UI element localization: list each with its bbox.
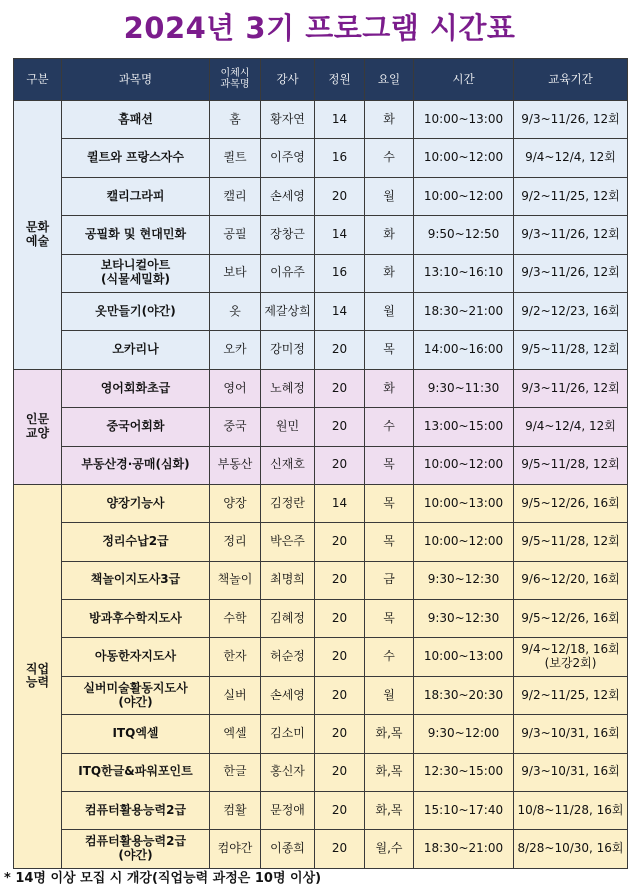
header-short-line1: 이체시: [220, 68, 250, 79]
day-cell: 화,목: [365, 753, 414, 791]
instructor-cell: 김소미: [261, 715, 315, 753]
period-text: 9/2~11/25, 12회: [521, 188, 620, 203]
short-name-cell: 양장: [210, 484, 261, 522]
course-name: 책놀이지도사3급: [90, 572, 181, 587]
table-row: [14, 369, 628, 407]
table-row: [14, 216, 628, 254]
instructor-cell: 박은주: [261, 523, 315, 561]
header-short-line2: 과목명: [220, 78, 250, 90]
short-name-cell: 캘리: [210, 177, 261, 215]
time-cell: 12:30~15:00: [414, 753, 514, 791]
capacity-cell: 16: [315, 139, 365, 177]
short-name-cell: 실버: [210, 676, 261, 714]
capacity-cell: 20: [315, 600, 365, 638]
period-cell: [514, 561, 628, 599]
course-name-cell: [62, 600, 210, 638]
period-text: 10/8~11/28, 16회: [517, 802, 624, 817]
capacity-cell: 20: [315, 561, 365, 599]
header-row: [14, 59, 628, 101]
footnote: * 14명 이상 모집 시 개강(직업능력 과정은 10명 이상): [4, 871, 322, 886]
course-name-cell: [62, 638, 210, 676]
day-cell: 월: [365, 292, 414, 330]
course-name-cell: [62, 523, 210, 561]
course-name-cell: [62, 561, 210, 599]
course-name: 컴퓨터활용능력2급: [84, 802, 187, 817]
header-instructor: 강사: [261, 59, 315, 101]
period-cell: [514, 101, 628, 139]
course-name-cell: [62, 101, 210, 139]
period-text: 9/5~11/28, 12회: [521, 342, 620, 357]
course-name: 오카리나: [112, 342, 159, 357]
day-cell: 월: [365, 177, 414, 215]
short-name-cell: 컴야간: [210, 830, 261, 868]
capacity-cell: 20: [315, 753, 365, 791]
course-name: 양장기능사: [106, 495, 165, 510]
time-cell: 13:10~16:10: [414, 254, 514, 292]
time-cell: 10:00~12:00: [414, 523, 514, 561]
short-name-cell: 부동산: [210, 446, 261, 484]
course-name-cell: [62, 446, 210, 484]
time-cell: 9:30~12:00: [414, 715, 514, 753]
category-cell: [14, 101, 62, 370]
short-name-cell: 중국: [210, 408, 261, 446]
course-name: 퀼트와 프랑스자수: [87, 150, 184, 165]
category-line2: 예술: [25, 233, 50, 248]
category-line1: 직업: [25, 661, 50, 676]
instructor-cell: 허순정: [261, 638, 315, 676]
day-cell: 금: [365, 561, 414, 599]
time-cell: 10:00~13:00: [414, 484, 514, 522]
period-text: 9/4~12/4, 12회: [525, 150, 616, 165]
capacity-cell: 20: [315, 369, 365, 407]
instructor-cell: 손세영: [261, 676, 315, 714]
table-row: [14, 408, 628, 446]
table-row: [14, 715, 628, 753]
time-cell: 10:00~12:00: [414, 139, 514, 177]
short-name-cell: 홈: [210, 101, 261, 139]
short-name-cell: 옷: [210, 292, 261, 330]
short-name-cell: 엑셀: [210, 715, 261, 753]
period-text: 9/6~12/20, 16회: [521, 572, 620, 587]
table-row: [14, 446, 628, 484]
period-cell: [514, 216, 628, 254]
course-name-cell: [62, 254, 210, 292]
time-cell: 13:00~15:00: [414, 408, 514, 446]
period-cell: [514, 139, 628, 177]
schedule-table: [13, 58, 628, 869]
period-text: 9/2~11/25, 12회: [521, 687, 620, 702]
course-name: ITQ엑셀: [112, 726, 159, 741]
course-name: 컴퓨터활용능력2급: [84, 834, 187, 849]
period-text: 9/3~11/26, 12회: [521, 226, 620, 241]
course-name: 정리수납2급: [102, 534, 169, 549]
instructor-cell: 제갈상희: [261, 292, 315, 330]
time-cell: 15:10~17:40: [414, 792, 514, 830]
header-period: 교육기간: [514, 59, 628, 101]
category-line2: 교양: [25, 425, 50, 440]
capacity-cell: 16: [315, 254, 365, 292]
course-name-cell: [62, 408, 210, 446]
course-name-cell: [62, 331, 210, 369]
time-cell: 18:30~21:00: [414, 292, 514, 330]
time-cell: 10:00~12:00: [414, 177, 514, 215]
day-cell: 화: [365, 254, 414, 292]
course-name: 보타니컬아트: [100, 258, 171, 273]
period-text: 9/5~11/28, 12회: [521, 534, 620, 549]
capacity-cell: 20: [315, 331, 365, 369]
time-cell: 10:00~13:00: [414, 101, 514, 139]
period-text: 9/5~12/26, 16회: [521, 495, 620, 510]
time-cell: 9:30~11:30: [414, 369, 514, 407]
instructor-cell: 문정애: [261, 792, 315, 830]
course-name-cell: [62, 484, 210, 522]
table-row: [14, 523, 628, 561]
short-name-cell: 책놀이: [210, 561, 261, 599]
short-name-cell: 컴활: [210, 792, 261, 830]
header-short-name: [210, 59, 261, 101]
day-cell: 월: [365, 676, 414, 714]
instructor-cell: 김정란: [261, 484, 315, 522]
short-name-cell: 정리: [210, 523, 261, 561]
table-row: [14, 292, 628, 330]
course-name-cell: [62, 676, 210, 714]
day-cell: 수: [365, 638, 414, 676]
period-text: 9/3~11/26, 12회: [521, 380, 620, 395]
period-cell: [514, 254, 628, 292]
instructor-cell: 신재호: [261, 446, 315, 484]
course-name-cell: [62, 139, 210, 177]
period-cell: [514, 715, 628, 753]
course-name-cell: [62, 753, 210, 791]
capacity-cell: 20: [315, 676, 365, 714]
table-row: [14, 561, 628, 599]
period-text: 9/3~10/31, 16회: [521, 726, 620, 741]
day-cell: 목: [365, 331, 414, 369]
capacity-cell: 20: [315, 715, 365, 753]
period-cell: [514, 177, 628, 215]
table-row: [14, 177, 628, 215]
day-cell: 목: [365, 523, 414, 561]
capacity-cell: 14: [315, 101, 365, 139]
course-name-note: (야간): [118, 694, 153, 709]
day-cell: 월,수: [365, 830, 414, 868]
period-note: (보강2회): [544, 656, 597, 671]
time-cell: 18:30~21:00: [414, 830, 514, 868]
instructor-cell: 황자연: [261, 101, 315, 139]
course-name-cell: [62, 369, 210, 407]
category-cell: [14, 484, 62, 868]
table-row: [14, 792, 628, 830]
period-cell: [514, 331, 628, 369]
capacity-cell: 20: [315, 408, 365, 446]
period-cell: [514, 369, 628, 407]
capacity-cell: 14: [315, 216, 365, 254]
table-row: [14, 676, 628, 714]
time-cell: 10:00~12:00: [414, 446, 514, 484]
course-name-cell: [62, 715, 210, 753]
table-row: [14, 254, 628, 292]
capacity-cell: 20: [315, 177, 365, 215]
period-text: 9/4~12/4, 12회: [525, 418, 616, 433]
day-cell: 화: [365, 369, 414, 407]
period-cell: [514, 408, 628, 446]
day-cell: 화,목: [365, 792, 414, 830]
period-text: 9/5~11/28, 12회: [521, 457, 620, 472]
course-name: 옷만들기(야간): [95, 303, 176, 318]
course-name: 실버미술활동지도사: [83, 680, 188, 695]
capacity-cell: 20: [315, 446, 365, 484]
day-cell: 목: [365, 600, 414, 638]
table-row: [14, 830, 628, 868]
course-name-note: (야간): [118, 848, 153, 863]
period-cell: [514, 600, 628, 638]
instructor-cell: 노혜정: [261, 369, 315, 407]
capacity-cell: 14: [315, 292, 365, 330]
period-cell: [514, 792, 628, 830]
category-line1: 문화: [25, 220, 50, 235]
course-name: 홈패션: [118, 111, 153, 126]
table-row: [14, 101, 628, 139]
course-name-note: (식물세밀화): [101, 272, 170, 287]
course-name: 부동산경·공매(심화): [81, 457, 190, 472]
instructor-cell: 장창근: [261, 216, 315, 254]
course-name-cell: [62, 177, 210, 215]
period-text: 9/5~12/26, 16회: [521, 610, 620, 625]
instructor-cell: 김혜정: [261, 600, 315, 638]
period-cell: [514, 292, 628, 330]
instructor-cell: 이주영: [261, 139, 315, 177]
period-cell: [514, 753, 628, 791]
period-text: 9/2~12/23, 16회: [521, 303, 620, 318]
header-course: 과목명: [62, 59, 210, 101]
header-capacity: 정원: [315, 59, 365, 101]
short-name-cell: 퀼트: [210, 139, 261, 177]
course-name: 중국어회화: [106, 418, 165, 433]
day-cell: 수: [365, 408, 414, 446]
instructor-cell: 이유주: [261, 254, 315, 292]
period-cell: [514, 638, 628, 676]
course-name-cell: [62, 216, 210, 254]
capacity-cell: 20: [315, 523, 365, 561]
period-cell: [514, 830, 628, 868]
day-cell: 목: [365, 484, 414, 522]
header-category: 구분: [14, 59, 62, 101]
course-name-cell: [62, 792, 210, 830]
period-text: 9/3~10/31, 16회: [521, 764, 620, 779]
short-name-cell: 공필: [210, 216, 261, 254]
short-name-cell: 보타: [210, 254, 261, 292]
period-cell: [514, 676, 628, 714]
capacity-cell: 20: [315, 792, 365, 830]
day-cell: 목: [365, 446, 414, 484]
course-name-cell: [62, 292, 210, 330]
day-cell: 수: [365, 139, 414, 177]
table-row: [14, 600, 628, 638]
time-cell: 14:00~16:00: [414, 331, 514, 369]
capacity-cell: 14: [315, 484, 365, 522]
instructor-cell: 최명희: [261, 561, 315, 599]
period-cell: [514, 484, 628, 522]
short-name-cell: 오카: [210, 331, 261, 369]
table-body: [14, 101, 628, 869]
course-name: ITQ한글&파워포인트: [78, 764, 193, 779]
course-name: 영어회화초급: [100, 380, 171, 395]
category-cell: [14, 369, 62, 484]
day-cell: 화: [365, 216, 414, 254]
time-cell: 9:30~12:30: [414, 561, 514, 599]
page-title: 2024년 3기 프로그램 시간표: [123, 11, 516, 45]
instructor-cell: 원민: [261, 408, 315, 446]
table-row: [14, 638, 628, 676]
header-day: 요일: [365, 59, 414, 101]
course-name: 공필화 및 현대민화: [84, 226, 187, 241]
course-name: 캘리그라피: [106, 188, 165, 203]
day-cell: 화: [365, 101, 414, 139]
period-text: 8/28~10/30, 16회: [517, 841, 624, 856]
period-cell: [514, 523, 628, 561]
time-cell: 9:30~12:30: [414, 600, 514, 638]
time-cell: 9:50~12:50: [414, 216, 514, 254]
period-cell: [514, 446, 628, 484]
table-row: [14, 139, 628, 177]
time-cell: 18:30~20:30: [414, 676, 514, 714]
day-cell: 화,목: [365, 715, 414, 753]
table-row: [14, 484, 628, 522]
course-name: 방과후수학지도사: [89, 610, 182, 625]
category-line2: 능력: [25, 675, 50, 690]
capacity-cell: 20: [315, 638, 365, 676]
instructor-cell: 강미정: [261, 331, 315, 369]
short-name-cell: 영어: [210, 369, 261, 407]
table-row: [14, 753, 628, 791]
short-name-cell: 수학: [210, 600, 261, 638]
course-name-cell: [62, 830, 210, 868]
instructor-cell: 손세영: [261, 177, 315, 215]
capacity-cell: 20: [315, 830, 365, 868]
header-time: 시간: [414, 59, 514, 101]
period-text: 9/4~12/18, 16회: [521, 642, 620, 657]
table-row: [14, 331, 628, 369]
short-name-cell: 한자: [210, 638, 261, 676]
instructor-cell: 홍신자: [261, 753, 315, 791]
short-name-cell: 한글: [210, 753, 261, 791]
period-text: 9/3~11/26, 12회: [521, 111, 620, 126]
course-name: 아동한자지도사: [94, 649, 177, 664]
instructor-cell: 이종희: [261, 830, 315, 868]
time-cell: 10:00~13:00: [414, 638, 514, 676]
category-line1: 인문: [25, 412, 50, 427]
period-text: 9/3~11/26, 12회: [521, 265, 620, 280]
